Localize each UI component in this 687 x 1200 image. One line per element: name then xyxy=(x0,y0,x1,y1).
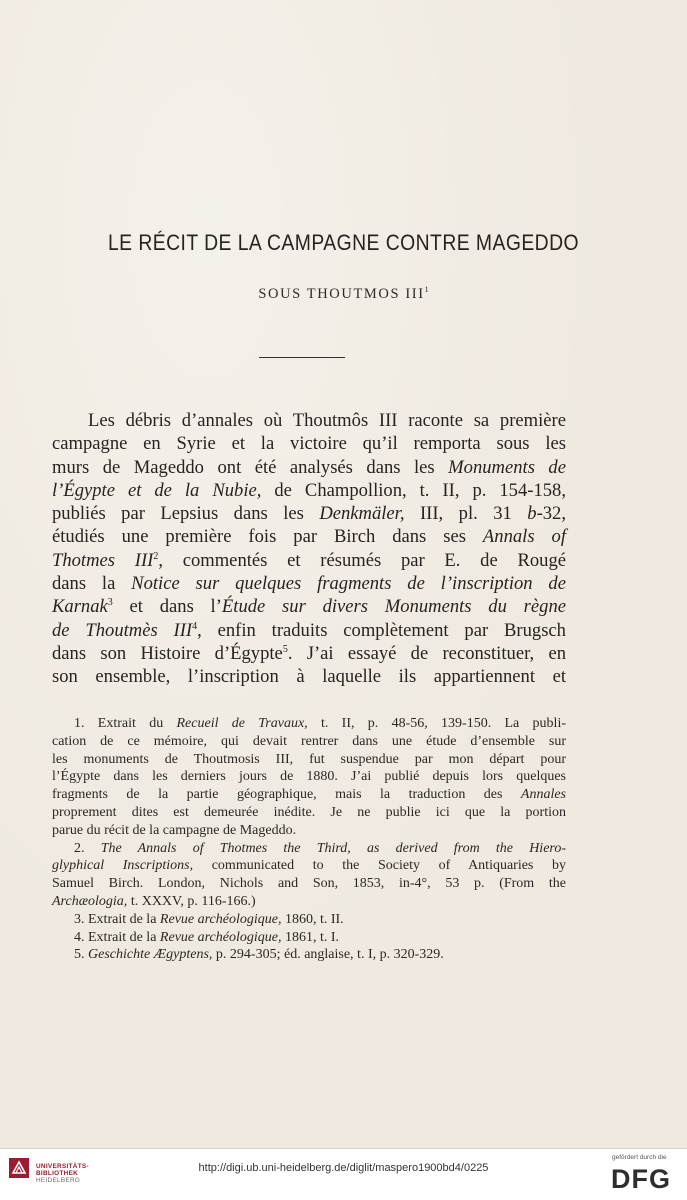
text-run: communicated to the Society of Antiquaries by xyxy=(193,858,566,874)
footnote-line xyxy=(52,751,566,769)
text-run: p. 294-305; éd. anglaise, t. I, p. 320-329. xyxy=(212,947,444,963)
italic-text: The Annals of Thotmes the Third, as derived from the Hiero- xyxy=(100,840,566,856)
italic-text: Karnak xyxy=(52,596,108,618)
logo-line-3: HEIDELBERG xyxy=(36,1177,81,1185)
text-run: t. XXXV, p. 116-166.) xyxy=(127,893,256,909)
italic-text: Monuments de xyxy=(448,456,566,478)
text-run: 1861, t. I. xyxy=(281,929,340,945)
text-run: III, pl. 31 xyxy=(404,503,528,525)
text-run: publiés par Lepsius dans les xyxy=(52,503,320,525)
footnote-line xyxy=(52,929,566,947)
footnote-line xyxy=(52,893,566,911)
text-run: 5. xyxy=(74,947,88,963)
body-line xyxy=(52,619,566,642)
body-line xyxy=(52,665,566,688)
body-paragraph xyxy=(52,409,566,689)
text-run: 1. Extrait du xyxy=(74,716,177,731)
italic-text: Archæologia, xyxy=(52,893,128,909)
italic-text: Étude sur divers Monuments du règne xyxy=(221,596,566,618)
italic-text: Thotmes III xyxy=(52,549,154,571)
footnote-marker: 3 xyxy=(107,597,113,609)
footnote-line xyxy=(52,840,566,858)
text-run: 1860, t. II. xyxy=(281,911,344,927)
page-title: LE RÉCIT DE LA CAMPAGNE CONTRE MAGEDDO xyxy=(107,230,580,255)
footnote-line xyxy=(52,857,566,875)
footnote-marker: 5 xyxy=(282,643,288,655)
body-line xyxy=(52,572,566,595)
body-line xyxy=(52,432,566,455)
italic-text: Notice sur quelques fragments de l’inscription de xyxy=(131,573,566,595)
footnote-line xyxy=(52,804,566,822)
text-run: Les débris d’annales où Thoutmôs III raconte sa première xyxy=(88,410,566,431)
section-divider xyxy=(259,357,345,358)
footnote-line xyxy=(52,875,566,893)
text-run: Samuel Birch. London, Nichols and Son, 1853, in-4°, 53 p. (From the xyxy=(52,876,566,892)
funder-note: gefördert durch die xyxy=(612,1154,667,1161)
body-line xyxy=(52,549,566,572)
footnote-line xyxy=(52,822,566,840)
footnotes xyxy=(52,715,566,964)
text-run: l’Égypte dans les derniers jours de 1880. J’ai publié depuis lors quelques xyxy=(52,769,566,785)
footnote-line xyxy=(52,911,566,929)
italic-text: Revue archéologique, xyxy=(159,911,282,927)
text-run: dans son Histoire d’Égypte xyxy=(52,642,283,664)
text-run: proprement dites est demeurée inédite. Je ne publie ici que la portion xyxy=(52,804,566,820)
logo-line-2: BIBLIOTHEK xyxy=(36,1170,79,1178)
text-run: campagne en Syrie et la victoire qu’il remporta sous les xyxy=(52,433,566,455)
text-run: étudiés une première fois par Birch dans ses xyxy=(52,526,483,548)
text-run: de Champollion, t. II, p. 154-158, xyxy=(261,479,566,501)
body-line xyxy=(52,456,566,479)
footnote-line xyxy=(52,946,566,964)
italic-text: de Thoutmès III xyxy=(52,619,193,641)
text-run: , enfin traduits complètement par Brugsch xyxy=(197,619,566,641)
body-line xyxy=(52,595,566,618)
text-run: son ensemble, l’inscription à laquelle ils appartiennent et xyxy=(52,666,566,688)
italic-text: Annals of xyxy=(482,526,566,548)
italic-text: Recueil de Travaux, xyxy=(176,716,308,731)
italic-text: Annales xyxy=(520,787,566,803)
text-run: parue du récit de la campagne de Mageddo. xyxy=(52,822,297,838)
footnote-line xyxy=(52,768,566,786)
text-run: t. II, p. 48-56, 139-150. La publi- xyxy=(307,716,566,731)
italic-text: l’Égypte et de la Nubie, xyxy=(52,479,262,501)
text-run: . J’ai essayé de reconstituer, en xyxy=(287,642,566,664)
subtitle-footnote-marker: 1 xyxy=(424,285,429,294)
text-run: -32, xyxy=(536,503,566,525)
footnote-marker: 2 xyxy=(153,550,159,562)
text-run: les monuments de Thoutmosis III, fut suspendue par mon départ pour xyxy=(52,751,566,767)
italic-text: Denkmäler, xyxy=(319,503,405,525)
footnote-line xyxy=(52,786,566,804)
body-line xyxy=(52,409,566,432)
page-permalink[interactable]: http://digi.ub.uni-heidelberg.de/diglit/maspero1900bd4/0225 xyxy=(198,1162,489,1174)
footnote-marker: 4 xyxy=(192,620,198,632)
body-line xyxy=(52,479,566,502)
text-run: , commentés et résumés par E. de Rougé xyxy=(158,549,566,571)
dfg-logo[interactable]: DFG xyxy=(611,1164,671,1194)
italic-text: glyphical Inscriptions, xyxy=(52,858,194,874)
subtitle-text: SOUS THOUTMOS III xyxy=(258,285,425,302)
viewer-footer xyxy=(0,1148,687,1200)
text-run: 4. Extrait de la xyxy=(74,929,160,945)
page-subtitle xyxy=(0,285,687,303)
footnote-line xyxy=(52,715,566,733)
body-line xyxy=(52,642,566,665)
logo-line-1: UNIVERSITÄTS- xyxy=(36,1163,89,1170)
italic-text: b xyxy=(527,503,537,525)
text-run: dans la xyxy=(52,573,132,595)
italic-text: Geschichte Ægyptens, xyxy=(88,947,213,963)
text-run: 3. Extrait de la xyxy=(74,911,160,927)
footnote-line xyxy=(52,733,566,751)
body-line xyxy=(52,502,566,525)
body-line xyxy=(52,525,566,548)
text-run: fragments de la partie géographique, mais la traduction des xyxy=(52,787,521,803)
text-run: murs de Mageddo ont été analysés dans les xyxy=(52,456,449,478)
text-run: cation de ce mémoire, qui devait rentrer dans une étude d’ensemble sur xyxy=(52,733,566,749)
text-run: et dans l’ xyxy=(112,596,222,618)
italic-text: Revue archéologique, xyxy=(159,929,282,945)
text-run: 2. xyxy=(74,840,101,856)
